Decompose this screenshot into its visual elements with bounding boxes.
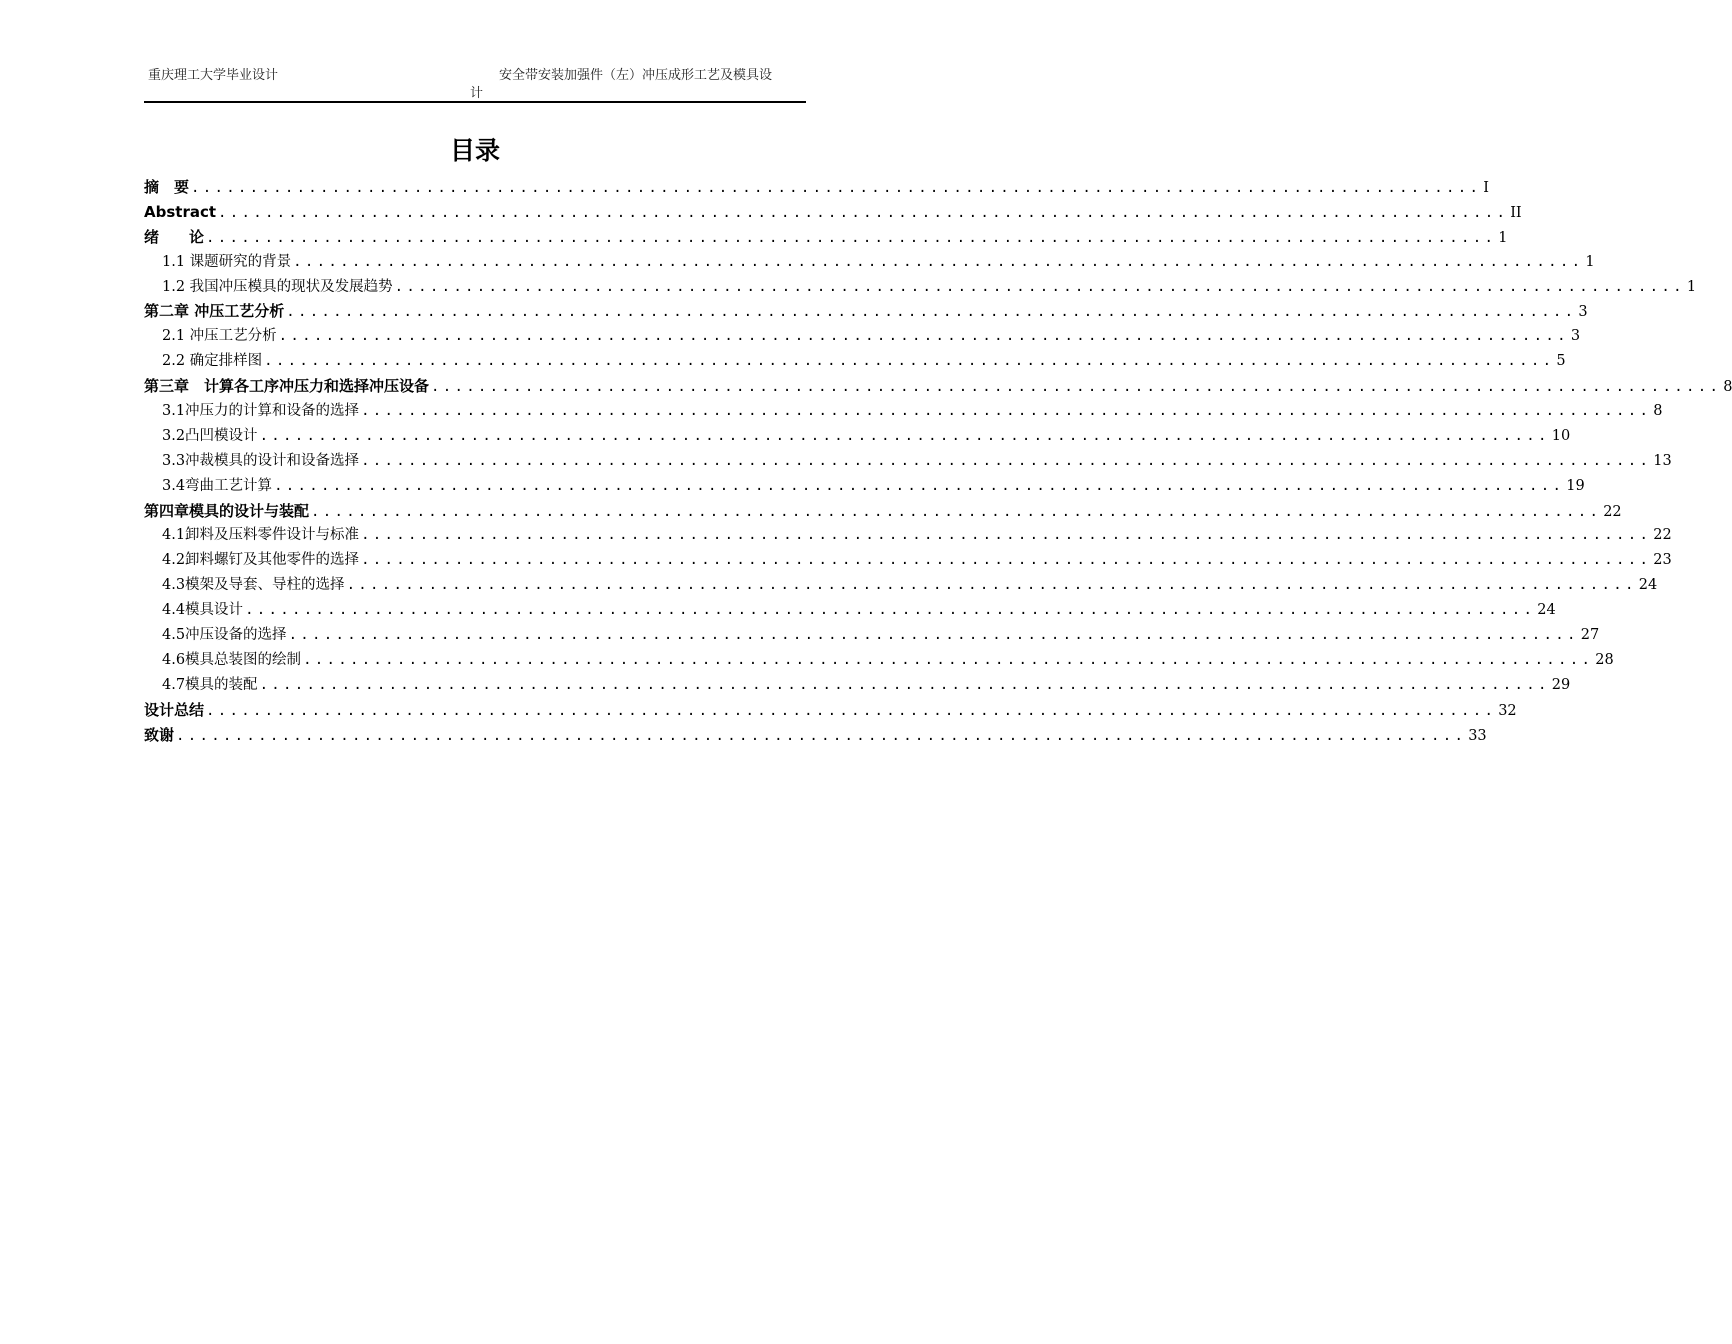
toc-leader: .............................................................................................................. [206, 702, 1497, 719]
toc-entry-page: 8 [1653, 403, 1663, 420]
toc-entry-page: II [1510, 204, 1522, 221]
toc-entry-page: 8 [1723, 379, 1732, 396]
header-rule [144, 101, 806, 103]
toc-entry-text: 4.5冲压设备的选择 [162, 627, 287, 644]
toc-entry-text: 4.7模具的装配 [162, 676, 258, 693]
toc-entry-text: 4.1卸料及压料零件设计与标准 [162, 527, 360, 544]
table-of-contents [144, 175, 1732, 747]
toc-entry-text: 2.2 确定排样图 [162, 353, 263, 370]
toc-leader: .............................................................................................................. [245, 602, 1536, 619]
toc-leader: .............................................................................................................. [288, 627, 1579, 644]
toc-leader: .............................................................................................................. [394, 278, 1685, 295]
toc-entry-text: 设计总结 [144, 700, 205, 719]
toc-entry-page: I [1483, 180, 1489, 196]
toc-leader: .............................................................................................................. [361, 552, 1652, 569]
toc-entry-text: 3.4弯曲工艺计算 [162, 477, 273, 494]
toc-entry-text: 4.4模具设计 [162, 602, 244, 619]
toc-entry-page: 3 [1570, 328, 1581, 345]
page-title: 目录 [449, 136, 500, 165]
toc-entry[interactable] [144, 175, 1489, 200]
toc-leader: .............................................................................................................. [191, 180, 1482, 196]
toc-entry-page: 10 [1551, 427, 1571, 444]
toc-leader: .............................................................................................................. [303, 651, 1594, 668]
toc-entry-page: 22 [1653, 527, 1672, 544]
toc-entry-page: 1 [1498, 229, 1508, 246]
toc-entry-text: 第二章 冲压工艺分析 [144, 302, 285, 321]
toc-entry-page: 33 [1468, 727, 1487, 744]
toc-entry[interactable] [144, 225, 1508, 250]
toc-entry-text: 3.1冲压力的计算和设备的选择 [162, 403, 360, 420]
toc-entry[interactable] [144, 573, 1658, 598]
toc-entry-page: 28 [1595, 651, 1614, 668]
header-thesis-title-wrap: 计 [470, 86, 484, 101]
toc-entry[interactable] [144, 623, 1600, 648]
toc-leader: .............................................................................................................. [259, 676, 1550, 693]
toc-entry[interactable] [144, 648, 1614, 673]
toc-entry-text: 1.2 我国冲压模具的现状及发展趋势 [162, 278, 393, 295]
toc-leader: .............................................................................................................. [278, 328, 1569, 345]
toc-entry-page: 5 [1556, 353, 1566, 370]
toc-entry-text: 绪 论 [144, 227, 205, 246]
toc-leader: .............................................................................................................. [264, 353, 1555, 370]
toc-entry-text: 1.1 课题研究的背景 [162, 253, 292, 270]
toc-entry-page: 29 [1551, 676, 1571, 693]
toc-leader: .............................................................................................................. [346, 577, 1637, 594]
header-thesis-title: 安全带安装加强件（左）冲压成形工艺及模具设 [499, 68, 773, 83]
toc-entry-text: 摘 要 [144, 178, 190, 196]
toc-entry-page: 27 [1580, 627, 1600, 644]
toc-entry-text: 3.2凸凹模设计 [162, 427, 258, 444]
toc-entry-text: 第四章模具的设计与装配 [144, 501, 310, 520]
toc-entry[interactable] [144, 424, 1571, 449]
toc-entry[interactable] [144, 499, 1622, 524]
toc-leader: .............................................................................................................. [206, 229, 1497, 246]
toc-entry[interactable] [144, 399, 1663, 424]
toc-leader: .............................................................................................................. [176, 727, 1467, 744]
toc-entry-text: 2.1 冲压工艺分析 [162, 328, 277, 345]
toc-entry[interactable] [144, 698, 1517, 723]
header-school-name: 重庆理工大学毕业设计 [148, 68, 279, 83]
toc-entry-text: 致谢 [144, 725, 175, 744]
toc-entry[interactable] [144, 275, 1697, 300]
toc-leader: .............................................................................................................. [361, 403, 1652, 420]
toc-entry[interactable] [144, 449, 1672, 474]
toc-leader: .............................................................................................................. [361, 527, 1652, 544]
toc-entry-text: 4.2卸料螺钉及其他零件的选择 [162, 552, 360, 569]
toc-leader: .............................................................................................................. [293, 253, 1584, 270]
toc-entry-page: 24 [1537, 602, 1556, 619]
toc-entry[interactable] [144, 299, 1588, 324]
toc-entry-page: 3 [1578, 304, 1588, 321]
toc-entry-page: 1 [1686, 278, 1697, 295]
toc-entry-text: 4.6模具总装图的绘制 [162, 651, 302, 668]
toc-entry-page: 32 [1498, 702, 1517, 719]
toc-entry[interactable] [144, 723, 1487, 748]
toc-entry[interactable] [144, 324, 1581, 349]
toc-entry-text: 第三章 计算各工序冲压力和选择冲压设备 [144, 377, 430, 396]
toc-entry-text: 4.3模架及导套、导柱的选择 [162, 577, 345, 594]
toc-entry[interactable] [144, 548, 1672, 573]
toc-leader: .............................................................................................................. [286, 304, 1577, 321]
toc-entry-page: 22 [1603, 503, 1622, 520]
toc-entry[interactable] [144, 374, 1732, 399]
toc-entry-page: 1 [1585, 253, 1595, 270]
toc-leader: .............................................................................................................. [431, 379, 1722, 396]
toc-entry[interactable] [144, 349, 1566, 374]
toc-entry-page: 23 [1653, 552, 1672, 569]
toc-entry-page: 13 [1653, 452, 1672, 469]
toc-leader: .............................................................................................................. [361, 452, 1652, 469]
toc-entry-text: Abstract [144, 202, 217, 221]
toc-entry[interactable] [144, 250, 1595, 275]
toc-leader: .............................................................................................................. [274, 477, 1565, 494]
toc-entry[interactable] [144, 673, 1571, 698]
toc-leader: .............................................................................................................. [311, 503, 1602, 520]
toc-entry[interactable] [144, 523, 1672, 548]
toc-entry-page: 19 [1566, 477, 1585, 494]
toc-entry-page: 24 [1638, 577, 1658, 594]
toc-entry-text: 3.3冲裁模具的设计和设备选择 [162, 452, 360, 469]
toc-entry[interactable] [144, 200, 1522, 225]
toc-leader: .............................................................................................................. [259, 427, 1550, 444]
toc-entry[interactable] [144, 474, 1585, 499]
toc-entry[interactable] [144, 598, 1556, 623]
toc-leader: .............................................................................................................. [218, 204, 1509, 221]
